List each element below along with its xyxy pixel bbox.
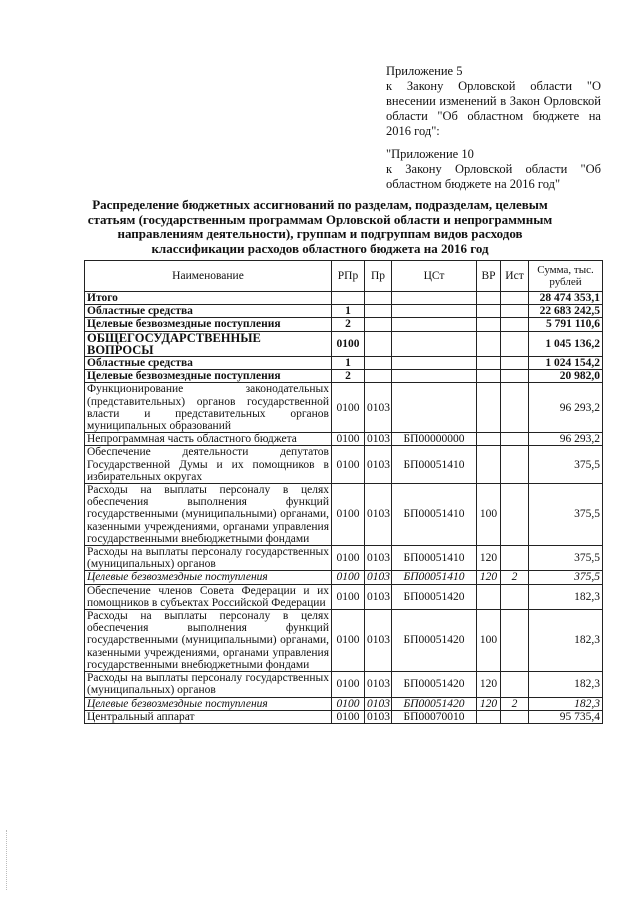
cell-rpr: 0100 <box>332 610 365 672</box>
cell-name: Целевые безвозмездные поступления <box>85 318 332 331</box>
cell-pr <box>365 318 392 331</box>
cell-rpr: 0100 <box>332 331 365 356</box>
cell-sum: 375,5 <box>529 571 603 584</box>
table-row <box>85 318 603 331</box>
table-row <box>85 697 603 710</box>
cell-vr <box>477 370 501 383</box>
cell-sum: 5 791 110,6 <box>529 318 603 331</box>
cell-ist <box>501 331 529 356</box>
table-row <box>85 546 603 571</box>
table-row <box>85 331 603 356</box>
cell-vr <box>477 584 501 609</box>
cell-pr: 0103 <box>365 610 392 672</box>
cell-vr <box>477 357 501 370</box>
cell-ist <box>501 672 529 697</box>
cell-vr <box>477 433 501 446</box>
cell-name: Непрограммная часть областного бюджета <box>85 433 332 446</box>
table-row <box>85 370 603 383</box>
cell-sum: 375,5 <box>529 484 603 546</box>
cell-ist <box>501 383 529 433</box>
cell-cst <box>392 357 477 370</box>
cell-ist: 2 <box>501 697 529 710</box>
header-sum: Сумма, тыс. рублей <box>529 261 603 292</box>
cell-ist <box>501 305 529 318</box>
cell-cst: БП00051410 <box>392 446 477 484</box>
cell-name: Функционирование законодательных (представительных) органов государственной власти и представительных органов муниципальных образований <box>85 383 332 433</box>
table-row <box>85 292 603 305</box>
cell-pr <box>365 331 392 356</box>
cell-ist <box>501 610 529 672</box>
cell-cst <box>392 383 477 433</box>
cell-name: Областные средства <box>85 357 332 370</box>
cell-vr <box>477 710 501 723</box>
header-name: Наименование <box>85 261 332 292</box>
cell-ist <box>501 546 529 571</box>
cell-ist <box>501 318 529 331</box>
cell-cst: БП00051420 <box>392 610 477 672</box>
cell-rpr: 1 <box>332 305 365 318</box>
cell-cst <box>392 305 477 318</box>
table-row <box>85 484 603 546</box>
cell-sum: 28 474 353,1 <box>529 292 603 305</box>
appendix-line-4: к Закону Орловской области "Об областном бюджете на 2016 год" <box>386 162 601 191</box>
table-row <box>85 571 603 584</box>
cell-ist <box>501 370 529 383</box>
cell-sum: 182,3 <box>529 610 603 672</box>
cell-rpr: 0100 <box>332 484 365 546</box>
table-row <box>85 383 603 433</box>
header-cst: ЦСт <box>392 261 477 292</box>
cell-ist <box>501 357 529 370</box>
cell-name: Обеспечение членов Совета Федерации и их помощников в субъектах Российской Федерации <box>85 584 332 609</box>
cell-vr: 120 <box>477 697 501 710</box>
cell-sum: 95 735,4 <box>529 710 603 723</box>
cell-sum: 375,5 <box>529 546 603 571</box>
table-row <box>85 710 603 723</box>
cell-cst: БП00051410 <box>392 571 477 584</box>
budget-table <box>84 260 603 724</box>
cell-name: Центральный аппарат <box>85 710 332 723</box>
cell-vr: 120 <box>477 571 501 584</box>
cell-sum: 20 982,0 <box>529 370 603 383</box>
cell-pr <box>365 305 392 318</box>
cell-name: Расходы на выплаты персоналу государственных (муниципальных) органов <box>85 672 332 697</box>
cell-cst: БП00051420 <box>392 697 477 710</box>
cell-vr <box>477 292 501 305</box>
cell-ist <box>501 292 529 305</box>
cell-cst <box>392 318 477 331</box>
cell-rpr: 0100 <box>332 546 365 571</box>
cell-name: Целевые безвозмездные поступления <box>85 370 332 383</box>
cell-pr: 0103 <box>365 546 392 571</box>
cell-vr <box>477 383 501 433</box>
cell-ist <box>501 710 529 723</box>
table-row <box>85 610 603 672</box>
cell-vr: 120 <box>477 546 501 571</box>
cell-cst: БП00070010 <box>392 710 477 723</box>
cell-pr: 0103 <box>365 433 392 446</box>
cell-rpr: 2 <box>332 318 365 331</box>
table-header <box>85 261 603 292</box>
header-pr: Пр <box>365 261 392 292</box>
cell-pr: 0103 <box>365 672 392 697</box>
cell-cst: БП00051420 <box>392 584 477 609</box>
cell-vr <box>477 305 501 318</box>
cell-ist <box>501 584 529 609</box>
appendix-line-2: к Закону Орловской области "О внесении изменений в Закон Орловской области "Об областном бюджете на 2016 год": <box>386 79 601 138</box>
cell-name: Расходы на выплаты персоналу в целях обеспечения выполнения функций государственными (муниципальными) органами, казенными учреждениями, органами управления государственными внебюджетными фондами <box>85 610 332 672</box>
cell-vr <box>477 318 501 331</box>
cell-cst <box>392 370 477 383</box>
cell-ist <box>501 433 529 446</box>
cell-name: ОБЩЕГОСУДАРСТВЕННЫЕ ВОПРОСЫ <box>85 331 332 356</box>
appendix-header <box>386 64 601 192</box>
cell-pr <box>365 292 392 305</box>
cell-ist <box>501 446 529 484</box>
cell-sum: 22 683 242,5 <box>529 305 603 318</box>
cell-pr: 0103 <box>365 710 392 723</box>
cell-name: Областные средства <box>85 305 332 318</box>
cell-sum: 182,3 <box>529 697 603 710</box>
cell-name: Расходы на выплаты персоналу в целях обеспечения выполнения функций государственными (муниципальными) органами, казенными учреждениями, органами управления государственными внебюджетными фондами <box>85 484 332 546</box>
cell-vr: 100 <box>477 484 501 546</box>
cell-rpr <box>332 292 365 305</box>
cell-vr <box>477 331 501 356</box>
table-row <box>85 446 603 484</box>
table-row <box>85 357 603 370</box>
header-ist: Ист <box>501 261 529 292</box>
cell-name: Обеспечение деятельности депутатов Государственной Думы и их помощников в избирательных округах <box>85 446 332 484</box>
appendix-line-3: "Приложение 10 <box>386 147 474 161</box>
cell-ist <box>501 484 529 546</box>
cell-sum: 182,3 <box>529 672 603 697</box>
header-rpr: РПр <box>332 261 365 292</box>
cell-sum: 1 024 154,2 <box>529 357 603 370</box>
cell-sum: 182,3 <box>529 584 603 609</box>
table-row <box>85 305 603 318</box>
cell-pr: 0103 <box>365 484 392 546</box>
cell-rpr: 0100 <box>332 433 365 446</box>
cell-pr <box>365 370 392 383</box>
cell-pr: 0103 <box>365 383 392 433</box>
document-title: Распределение бюджетных ассигнований по разделам, подразделам, целевым статьям (государственным программам Орловской области и непрограммным направлениям деятельности), группам и подгруппам видов расходов классификации расходов областного бюджета на 2016 год <box>87 197 553 256</box>
cell-pr <box>365 357 392 370</box>
cell-cst <box>392 292 477 305</box>
cell-rpr: 2 <box>332 370 365 383</box>
cell-pr: 0103 <box>365 446 392 484</box>
table-row <box>85 672 603 697</box>
cell-rpr: 0100 <box>332 446 365 484</box>
cell-pr: 0103 <box>365 697 392 710</box>
cell-rpr: 0100 <box>332 672 365 697</box>
cell-name: Расходы на выплаты персоналу государственных (муниципальных) органов <box>85 546 332 571</box>
cell-name: Целевые безвозмездные поступления <box>85 697 332 710</box>
header-vr: ВР <box>477 261 501 292</box>
table-body <box>85 292 603 724</box>
cell-pr: 0103 <box>365 584 392 609</box>
cell-rpr: 0100 <box>332 710 365 723</box>
cell-cst: БП00051410 <box>392 484 477 546</box>
cell-rpr: 1 <box>332 357 365 370</box>
scan-margin-mark <box>6 830 9 890</box>
cell-rpr: 0100 <box>332 584 365 609</box>
cell-pr: 0103 <box>365 571 392 584</box>
cell-cst: БП00051410 <box>392 546 477 571</box>
cell-rpr: 0100 <box>332 571 365 584</box>
cell-name: Итого <box>85 292 332 305</box>
cell-rpr: 0100 <box>332 383 365 433</box>
cell-ist: 2 <box>501 571 529 584</box>
cell-vr: 100 <box>477 610 501 672</box>
cell-sum: 96 293,2 <box>529 433 603 446</box>
table-row <box>85 433 603 446</box>
cell-cst: БП00051420 <box>392 672 477 697</box>
cell-rpr: 0100 <box>332 697 365 710</box>
table-row <box>85 584 603 609</box>
cell-sum: 1 045 136,2 <box>529 331 603 356</box>
cell-sum: 96 293,2 <box>529 383 603 433</box>
cell-cst <box>392 331 477 356</box>
cell-sum: 375,5 <box>529 446 603 484</box>
cell-vr: 120 <box>477 672 501 697</box>
cell-name: Целевые безвозмездные поступления <box>85 571 332 584</box>
cell-cst: БП00000000 <box>392 433 477 446</box>
cell-vr <box>477 446 501 484</box>
appendix-line-1: Приложение 5 <box>386 64 463 78</box>
